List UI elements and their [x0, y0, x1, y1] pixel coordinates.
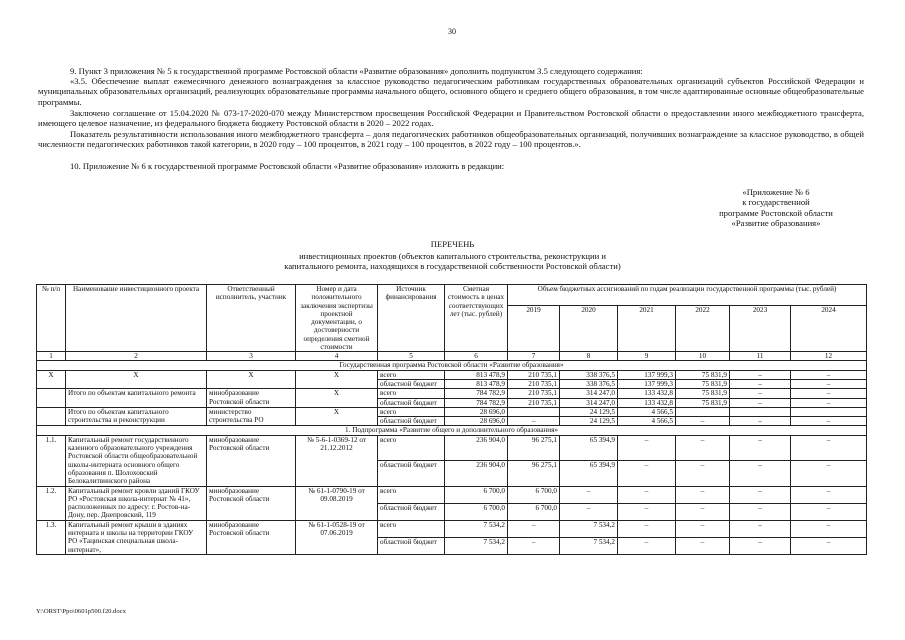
file-path-footer: Y:\ORST\Ppo\0601p500.f20.docx	[36, 608, 126, 615]
year-amount: 4 566,5	[618, 417, 676, 426]
project-name: X	[66, 370, 207, 389]
year-amount: –	[791, 389, 867, 398]
year-amount: 338 376,5	[560, 370, 618, 379]
year-amount: –	[618, 520, 676, 537]
summary-rows	[37, 370, 867, 426]
year-amount: –	[791, 503, 867, 520]
year-amount: –	[730, 398, 791, 407]
row-number	[37, 407, 66, 426]
year-amount: –	[730, 417, 791, 426]
project-row	[37, 486, 867, 503]
header-responsible: Ответственный исполнитель, участник	[207, 285, 296, 352]
year-amount: –	[676, 503, 730, 520]
year-amount: 314 247,0	[560, 389, 618, 398]
year-amount: –	[618, 461, 676, 486]
paragraph-indicator: Показатель результативности использования иного межбюджетного трансферта – доля педагогических работников общеобразовательных организаций, получивших вознаграждение за классное руководство, в общей численности педагогических работников такой категории, в 2020 году – 100 процентов, в 2021 году – 100 процентов, в 2022 году – 100 процентов.».	[38, 129, 864, 150]
funding-source: всего	[378, 435, 445, 460]
year-amount: –	[618, 537, 676, 554]
subprogram-row	[37, 426, 867, 435]
year-amount	[791, 407, 867, 416]
col-number: 11	[730, 352, 791, 361]
year-amount: –	[791, 398, 867, 407]
year-amount: 24 129,5	[560, 417, 618, 426]
year-amount: 65 394,9	[560, 461, 618, 486]
year-amount: 75 831,9	[676, 379, 730, 388]
year-amount: –	[676, 520, 730, 537]
project-name: Итого по объектам капитального ремонта	[66, 389, 207, 408]
year-amount	[730, 407, 791, 416]
year-amount: 210 735,1	[508, 389, 560, 398]
paragraph-item-10: 10. Приложение № 6 к государственной программе Ростовской области «Развитие образования» изложить в редакции:	[70, 161, 505, 171]
year-amount: –	[730, 379, 791, 388]
estimated-cost: 6 700,0	[445, 486, 508, 503]
year-amount: –	[676, 486, 730, 503]
col-number: 10	[676, 352, 730, 361]
year-amount: 137 999,3	[618, 370, 676, 379]
year-amount: 314 247,0	[560, 398, 618, 407]
annex-line: программе Ростовской области	[719, 207, 833, 218]
row-number: 1.3.	[37, 520, 66, 554]
paragraph-item-9: 9. Пункт 3 приложения № 5 к государственной программе Ростовской области «Развитие образования» дополнить подпунктом 3.5 следующего содержания:	[70, 66, 643, 76]
year-amount: –	[618, 503, 676, 520]
estimated-cost: 813 478,9	[445, 370, 508, 379]
col-number: 2	[66, 352, 207, 361]
expertise-conclusion: X	[296, 370, 378, 389]
header-name: Наименование инвестиционного проекта	[66, 285, 207, 352]
estimated-cost: 7 534,2	[445, 520, 508, 537]
year-amount: 75 831,9	[676, 389, 730, 398]
year-amount: –	[730, 537, 791, 554]
year-amount: 338 376,5	[560, 379, 618, 388]
year-amount: –	[618, 435, 676, 460]
responsible-executor: минобразование Ростовской области	[207, 435, 296, 486]
year-amount: –	[508, 417, 560, 426]
year-amount: –	[791, 379, 867, 388]
year-amount: 210 735,1	[508, 370, 560, 379]
subprogram-title: 1. Подпрограмма «Развитие общего и дополнительного образования»	[37, 426, 867, 435]
table-header-row	[37, 285, 867, 306]
expertise-conclusion: № 5-6-1-0369-12 от 21.12.2012	[296, 435, 378, 486]
column-numbers-row	[37, 352, 867, 361]
header-num: № п/п	[37, 285, 66, 352]
year-amount: –	[730, 370, 791, 379]
year-amount: –	[560, 486, 618, 503]
year-amount: –	[730, 503, 791, 520]
year-amount: 65 394,9	[560, 435, 618, 460]
funding-source: областной бюджет	[378, 461, 445, 486]
funding-source: всего	[378, 370, 445, 379]
investment-projects-table	[36, 284, 867, 555]
year-amount: –	[791, 417, 867, 426]
estimated-cost: 236 904,0	[445, 435, 508, 460]
year-amount: –	[730, 435, 791, 460]
list-title: ПЕРЕЧЕНЬ	[430, 239, 475, 249]
year-amount: –	[791, 520, 867, 537]
estimated-cost: 236 904,0	[445, 461, 508, 486]
year-amount: –	[730, 520, 791, 537]
expertise-conclusion: № 61-1-0790-19 от 09.08.2019	[296, 486, 378, 520]
year-amount: 7 534,2	[560, 520, 618, 537]
header-year: 2022	[676, 306, 730, 352]
year-amount: –	[791, 486, 867, 503]
year-amount: –	[791, 370, 867, 379]
col-number: 6	[445, 352, 508, 361]
col-number: 12	[791, 352, 867, 361]
year-amount	[508, 407, 560, 416]
year-amount: 24 129,5	[560, 407, 618, 416]
annex-line: «Приложение № 6	[742, 187, 810, 197]
expertise-conclusion: X	[296, 407, 378, 426]
year-amount: –	[508, 537, 560, 554]
year-amount: 7 534,2	[560, 537, 618, 554]
funding-source: областной бюджет	[378, 417, 445, 426]
responsible-executor: X	[207, 370, 296, 389]
year-amount: –	[560, 503, 618, 520]
year-amount: 210 735,1	[508, 379, 560, 388]
year-amount: –	[508, 520, 560, 537]
summary-row	[37, 370, 867, 379]
program-title: Государственная программа Ростовской области «Развитие образования»	[37, 361, 867, 370]
year-amount: 133 432,8	[618, 389, 676, 398]
paragraph-agreement: Заключено соглашение от 15.04.2020 № 073-17-2020-070 между Министерством просвещения Российской Федерации и Правительством Ростовской области о предоставлении иного межбюджетного трансферта, имеющего целевое назначение, из федерального бюджета бюджету Ростовской области в 2020 – 2022 годах.	[38, 108, 864, 129]
list-subtitle-line: инвестиционных проектов (объектов капитального строительства, реконструкции и	[299, 251, 606, 261]
year-amount: 4 566,5	[618, 407, 676, 416]
year-amount: –	[791, 537, 867, 554]
header-year: 2023	[730, 306, 791, 352]
paragraph-subitem-3-5: «3.5. Обеспечение выплат ежемесячного денежного вознаграждения за классное руководство педагогическим работникам государственных образовательных организаций субъектов Российской Федерации и муниципальных образовательных организаций, реализующих образовательные программы начального общего, основного общего и среднего общего образования, в том числе адаптированные основные общеобразовательные программы.	[38, 76, 864, 107]
funding-source: всего	[378, 520, 445, 537]
project-name: Итого по объектам капитального строительства и реконструкции	[66, 407, 207, 426]
estimated-cost: 813 478,9	[445, 379, 508, 388]
expertise-conclusion: X	[296, 389, 378, 408]
year-amount: –	[676, 461, 730, 486]
header-volume: Объем бюджетных ассигнований по годам реализации государственной программы (тыс. рублей)	[508, 285, 867, 306]
estimated-cost: 784 782,9	[445, 389, 508, 398]
year-amount: –	[676, 435, 730, 460]
row-number: X	[37, 370, 66, 389]
estimated-cost: 28 696,0	[445, 407, 508, 416]
estimated-cost: 784 782,9	[445, 398, 508, 407]
year-amount: –	[730, 486, 791, 503]
year-amount: 96 275,1	[508, 435, 560, 460]
row-number	[37, 389, 66, 408]
annex-line: к государственной	[742, 197, 810, 208]
col-number: 5	[378, 352, 445, 361]
year-amount: 75 831,9	[676, 398, 730, 407]
year-amount: –	[730, 389, 791, 398]
col-number: 8	[560, 352, 618, 361]
responsible-executor: минобразование Ростовской области	[207, 486, 296, 520]
row-number: 1.2.	[37, 486, 66, 520]
estimated-cost: 6 700,0	[445, 503, 508, 520]
year-amount: –	[730, 461, 791, 486]
estimated-cost: 28 696,0	[445, 417, 508, 426]
header-source: Источник финансирования	[378, 285, 445, 352]
responsible-executor: минобразование Ростовской области	[207, 520, 296, 554]
year-amount: 6 700,0	[508, 486, 560, 503]
col-number: 4	[296, 352, 378, 361]
year-amount: –	[791, 435, 867, 460]
header-year: 2021	[618, 306, 676, 352]
year-amount: –	[791, 461, 867, 486]
funding-source: областной бюджет	[378, 503, 445, 520]
funding-source: всего	[378, 407, 445, 416]
estimated-cost: 7 534,2	[445, 537, 508, 554]
year-amount: 75 831,9	[676, 370, 730, 379]
year-amount: –	[676, 537, 730, 554]
funding-source: всего	[378, 486, 445, 503]
project-row	[37, 435, 867, 460]
header-year: 2020	[560, 306, 618, 352]
col-number: 1	[37, 352, 66, 361]
header-year: 2024	[791, 306, 867, 352]
year-amount: –	[618, 486, 676, 503]
year-amount: –	[676, 417, 730, 426]
expertise-conclusion: № 61-1-0528-19 от 07.06.2019	[296, 520, 378, 554]
funding-source: областной бюджет	[378, 398, 445, 407]
col-number: 7	[508, 352, 560, 361]
project-rows	[37, 435, 867, 554]
header-cost: Сметная стоимость в ценах соответствующих лет (тыс. рублей)	[445, 285, 508, 352]
year-amount: 96 275,1	[508, 461, 560, 486]
responsible-executor: министерство строительства РО	[207, 407, 296, 426]
responsible-executor: минобразование Ростовской области	[207, 389, 296, 408]
header-year: 2019	[508, 306, 560, 352]
list-subtitle-line: капитального ремонта, находящихся в государственной собственности Ростовской области)	[284, 261, 621, 271]
header-expertise: Номер и дата положительного заключения экспертизы проектной документации, о достоверности определения сметной стоимости	[296, 285, 378, 352]
col-number: 3	[207, 352, 296, 361]
page-number: 30	[448, 27, 456, 36]
project-name: Капитальный ремонт кровли зданий ГКОУ РО «Ростовская школа-интернат № 41», расположенных по адресу: г. Ростов-на-Дону, пер. Днепровский, 119	[66, 486, 207, 520]
year-amount: 133 432,8	[618, 398, 676, 407]
project-row	[37, 520, 867, 537]
year-amount: 210 735,1	[508, 398, 560, 407]
col-number: 9	[618, 352, 676, 361]
funding-source: областной бюджет	[378, 537, 445, 554]
summary-row	[37, 389, 867, 398]
program-row	[37, 361, 867, 370]
year-amount	[676, 407, 730, 416]
year-amount: 137 999,3	[618, 379, 676, 388]
project-name: Капитальный ремонт государственного казенного образовательного учреждения Ростовской области общеобразовательной школы-интерната основного общего образования п. Шолоховский Белокалитвинского района	[66, 435, 207, 486]
annex-line: «Развитие образования»	[731, 218, 821, 229]
funding-source: всего	[378, 389, 445, 398]
funding-source: областной бюджет	[378, 379, 445, 388]
row-number: 1.1.	[37, 435, 66, 486]
annex-heading	[696, 187, 856, 229]
year-amount: 6 700,0	[508, 503, 560, 520]
summary-row	[37, 407, 867, 416]
project-name: Капитальный ремонт крыши в зданиях интерната и школы на территории ГКОУ РО «Тацинская специальная школа-интернат»,	[66, 520, 207, 554]
